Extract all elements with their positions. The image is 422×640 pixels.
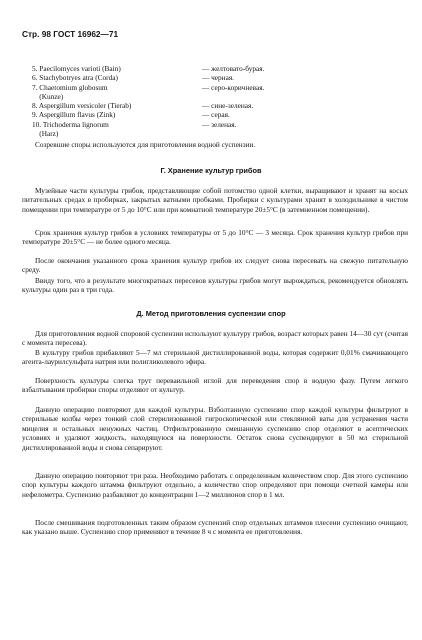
culture-color: — серая. (202, 110, 230, 120)
body-paragraph: Музейные части культуры грибов, представляющие собой потомство одной клетки, выращивают и хранят на косых питательных средах в пробирках, закрытых ватными пробками. Пробирки с культурами хранят в холодильнике в чистом помещении при температуре от 5 до 10°С или при комнатной температуре 20±5°С (в затемненном помещении). (22, 186, 408, 214)
list-item (32, 129, 362, 138)
culture-color: — сине-зеленая. (202, 101, 254, 111)
page-header: Стр. 98 ГОСТ 16962—71 (22, 29, 119, 39)
body-paragraph: Данную операцию повторяют для каждой культуры. Взболтанную суспензию спор каждой культуры фильтруют в стерильные колбы через тонкий слой стерилизованной гигроскопической или стеклянной ваты для устранения части мицелия и остальных ненужных частиц. Отфильтрованную смешанную суспензию спор отделяют в асептических условиях и удаляют жидкость, находящуюся на поверхности. Остаток снова суспендируют в 50 мл стерильной дистиллированной воды и снова сепарируют. (22, 405, 408, 452)
culture-color: — зеленая. (202, 119, 237, 129)
culture-color: — серо-коричневая. (202, 82, 265, 92)
culture-name: 8. Aspergillum versicoler (Tierab) (32, 101, 132, 111)
body-paragraph: Созревшие споры используются для приготовления водной суспензии. (35, 140, 256, 149)
body-paragraph: Данную операцию повторяют три раза. Необходимо работать с определенным количеством спор. Для этого суспензию спор культуры каждого штамма фильтруют отдельно, а количество спор определяют при помощи счетной камеры или нефелометра. Суспензию разбавляют до концентрации 1—2 миллионов спор в 1 мл. (22, 471, 408, 499)
body-paragraph: Ввиду того, что в результате многократных пересевов культуры грибов могут вырождаться, рекомендуется обновлять культуры один раз в три года. (22, 276, 408, 295)
culture-color: — желтовато-бурая. (202, 64, 265, 73)
culture-name: 6. Stachybotryes atra (Corda) (32, 73, 118, 83)
culture-name: 5. Paecilomyces varioti (Bain) (32, 64, 121, 73)
culture-name: 9. Aspergillum flavus (Zink) (32, 110, 116, 120)
list-item (32, 101, 362, 110)
list-item (32, 120, 362, 129)
body-paragraph: Поверхность культуры слегка трут переваильной иглой для переведения спор в водную фазу. Путем легкого взбалтывания пробирки споры отделяют от культур. (22, 376, 408, 395)
culture-name: 7. Chaetomium globosum (32, 82, 108, 92)
culture-name: (Kunze) (32, 91, 64, 101)
body-paragraph: После смешивания подготовленных таким образом суспензий спор отдельных штаммов плесени суспензию очищают, как указано выше. Суспензию спор применяют в течение 8 ч с момента ее приготовления. (22, 518, 408, 537)
list-item (32, 83, 362, 92)
list-item (32, 64, 362, 73)
culture-color: — черная. (202, 73, 235, 83)
section-heading: Д. Метод приготовления суспензии спор (136, 309, 286, 318)
culture-list (32, 64, 362, 138)
list-item (32, 92, 362, 101)
body-paragraph: Для приготовления водной споровой суспензии используют культуру грибов, возраст которых равен 14—30 сут (считая с момента пересева). (22, 329, 408, 348)
body-paragraph: После окончания указанного срока хранения культур грибов их следует снова пересевать на свежую питательную среду. (22, 256, 408, 275)
body-paragraph: Срок хранения культур грибов в условиях температуры от 5 до 10°С — 3 месяца. Срок хранения культур грибов при температуре 20±5°С — не более одного месяца. (22, 228, 408, 247)
body-paragraph: В культуру грибов прибавляют 5—7 мл стерильной дистиллированной воды, которая содержит 0,01% смачивающего агента-лаурилсульфата натрия или полигликолевого эфира. (22, 348, 408, 367)
list-item (32, 110, 362, 119)
list-item (32, 73, 362, 82)
culture-name: 10. Trichoderma lignorum (32, 119, 109, 129)
section-heading: Г. Хранение культур грибов (160, 166, 262, 175)
culture-name: (Harz) (32, 129, 59, 139)
